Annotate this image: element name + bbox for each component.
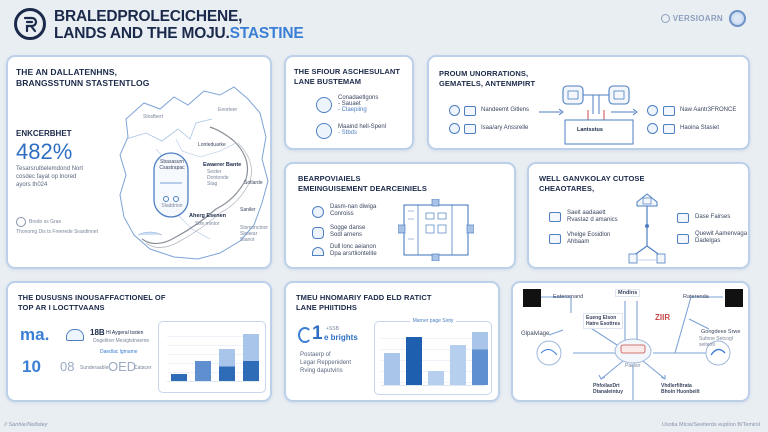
- card-title: THE SFIOUR ASCHESULANT LANE BUSTEMAM: [294, 67, 401, 86]
- tower-card: [527, 162, 750, 269]
- bars-card-1: [6, 281, 272, 402]
- server-icon[interactable]: [523, 289, 541, 307]
- badge-icon: [661, 14, 670, 23]
- map-label: Stosfbert: [143, 114, 164, 120]
- document-icon: [677, 213, 689, 223]
- page-title: BRALEDPROLECICHENE, LANDS AND THE MOJU.STASTINE: [54, 8, 304, 42]
- node-label: Raterenda: [683, 294, 709, 300]
- stat-label: Hl Aygeral tssten: [106, 330, 144, 336]
- chart-bar[interactable]: [171, 374, 187, 381]
- flow-input-label: Nandeemt Gitlens: [481, 107, 530, 113]
- card-title: THE DUSUSNS INOUSAFFACTIONEL OF TOP AR I LOCTTVAANS: [18, 293, 166, 312]
- node-label: Gongdees Srwe: [701, 329, 741, 335]
- bars-card-2: [284, 281, 500, 402]
- map-label: Stre mintor: [195, 221, 220, 227]
- node-box[interactable]: Vhdlerfiltrata Bhoin Huonbeilt: [661, 383, 700, 395]
- footer-left: // Sanhie/Nelbdey: [4, 422, 48, 428]
- row-value: 10: [22, 357, 41, 376]
- list-item[interactable]: Dull lonc aeianon Dpa arsrtliontelite: [330, 244, 377, 257]
- flow-input-label: Isaa/ary Anssrelle: [481, 125, 529, 131]
- user-icon: [647, 105, 658, 116]
- stat-number: 1: [312, 323, 323, 344]
- row-sublabel: Sunderaable: [80, 365, 109, 371]
- network-card: [511, 281, 750, 402]
- server-icon[interactable]: [725, 289, 743, 307]
- footer-right: Usotia Micia/Seeiterds euplion B/Temirsl: [661, 422, 760, 428]
- list-item[interactable]: Conadaetlgons - Sauaet - Claepiing: [338, 95, 379, 113]
- row-sublabel: Catacer: [134, 365, 152, 371]
- stat-label: e brights: [324, 333, 358, 342]
- screen-icon: [464, 106, 476, 116]
- chart-bar[interactable]: [472, 332, 488, 385]
- card-title: TMEU HNOMARIY FADD ELD RATICT LANE PHIITIDHS: [296, 293, 432, 312]
- brand-text: ma.: [20, 325, 50, 344]
- document-icon: [549, 234, 561, 244]
- chart-bar[interactable]: [406, 337, 422, 385]
- arrow-right-icon: [609, 107, 639, 117]
- map-label: Stsmonctnor Sloaear Stanot: [240, 225, 269, 243]
- screen-icon: [464, 124, 476, 134]
- logo-icon: [14, 8, 46, 40]
- chart-legend: Marner page Sioty: [410, 318, 457, 324]
- globe-icon[interactable]: [729, 10, 746, 27]
- node-label: Eaterornand: [553, 294, 584, 300]
- mic-icon: [449, 105, 460, 116]
- map-label: Aherg Esenen: [189, 213, 226, 219]
- stat-value: 482%: [16, 139, 73, 164]
- row-value: OED: [108, 359, 137, 374]
- row-value: 08: [60, 359, 75, 374]
- stat-small: +SSB: [326, 326, 339, 332]
- list-item[interactable]: Maaind hell-Spenl - Stbds: [338, 124, 387, 136]
- list-item[interactable]: Quewit Aamenvaga Dadelgas: [695, 231, 748, 244]
- stat-sublabel: Dogeliton Mesigtstnseme: [93, 338, 150, 344]
- screen-icon: [663, 106, 675, 116]
- map-label: Eeorteer: [218, 107, 238, 113]
- chart-plot-area: [167, 328, 259, 382]
- document-icon: [549, 212, 561, 222]
- version-badge[interactable]: VERSIOARN: [661, 14, 723, 23]
- map-center-label: Sbasasurn Csastrapac: [159, 159, 185, 171]
- map-label: Sester Dontonde Stag: [207, 169, 229, 187]
- node-sublabel: Sufone Setcogl seitenti: [699, 336, 733, 348]
- list-item[interactable]: Dase Fairses: [695, 214, 731, 220]
- map-label: Saniler: [240, 207, 256, 213]
- chart-bar[interactable]: [219, 349, 235, 381]
- list-item[interactable]: Vhelge Eosidlon Ahbaam: [567, 232, 611, 245]
- chart-bar[interactable]: [384, 353, 400, 385]
- dome-icon: [312, 247, 324, 256]
- map-label: Lonteduarke: [198, 142, 226, 148]
- ship-node-icon[interactable]: [537, 341, 561, 365]
- stat-number: 18B: [90, 328, 105, 337]
- bar-chart[interactable]: [158, 321, 266, 393]
- flow-output-label: Haoina Stasiet: [680, 125, 720, 131]
- screen-icon: [663, 124, 675, 134]
- chart-bar[interactable]: [428, 371, 444, 385]
- ship-icon: [316, 123, 332, 139]
- floor-plan-diagram[interactable]: [398, 199, 474, 261]
- stat-label: ENKCERBHET: [16, 129, 72, 138]
- node-box[interactable]: Eueng Elson Hatre Esottres: [583, 313, 623, 329]
- person-icon: [312, 206, 324, 218]
- stat-description: Postaerp of Legar Reppenident Rving daputvins: [300, 352, 352, 374]
- list-item[interactable]: Sogge danse Sodl arnens: [330, 225, 366, 238]
- section-label: Daedlac lgmame: [100, 349, 138, 355]
- chart-bar[interactable]: [195, 361, 211, 381]
- document-icon: [312, 227, 324, 239]
- cloud-icon: [66, 329, 84, 341]
- train-icon: [316, 97, 332, 113]
- percent-icon: [298, 327, 312, 343]
- flow-card: [427, 55, 750, 150]
- node-box[interactable]: PhfoilaxDrt Dtanaleintuy: [593, 383, 624, 395]
- header: [0, 0, 768, 48]
- node-label: Glpalvlage: [521, 331, 550, 337]
- flow-center-label: Lantsstus: [577, 127, 603, 133]
- map-label: Ewaerer Bante: [203, 162, 242, 168]
- alert-label[interactable]: ZIIR: [655, 313, 671, 322]
- list-item[interactable]: Saeit aadaaett Rvastaz d amanics: [567, 210, 618, 223]
- map-label: Sotlarde: [244, 180, 263, 186]
- hub-label[interactable]: Paelsn: [625, 363, 641, 369]
- source-block: Bredo ss Grae Thonomg Dis ts Freerede Srasdinnet: [16, 219, 98, 235]
- card-title: THE AN DALLATENHNS, BRANGSSTUNN STASTENTLOG: [16, 67, 150, 88]
- tower-icon: [627, 192, 667, 268]
- chart-plot-area: [381, 328, 485, 386]
- tool-icon: [647, 123, 658, 134]
- gear-icon: [449, 123, 460, 134]
- flow-output-label: Naw Aantr3FRONCE: [680, 107, 737, 113]
- map-center-sublabel: Sladdrion: [161, 203, 183, 209]
- card-title: BEARPOVIAIELS EMEINGUISEMENT DEARCEINIELS: [298, 174, 427, 193]
- chart-bar[interactable]: [450, 345, 466, 385]
- node-label[interactable]: Mndins: [615, 289, 640, 297]
- bar-chart[interactable]: [374, 318, 492, 395]
- card-title: PROUM UNORRATIONS, GEMATELS, ANTENMPIRT: [439, 69, 536, 88]
- stat-description: Tesarsrulbelemdond Nort cosdec fayat op lnored ayors th024: [16, 166, 84, 188]
- map-card: [6, 55, 272, 269]
- source-icon: [16, 217, 26, 227]
- document-icon: [677, 234, 689, 244]
- card-title: WELL GANVKOLAY CUTOSE CHEAOTARES,: [539, 174, 645, 193]
- routes-card: [284, 55, 414, 150]
- infrastructure-card: [284, 162, 516, 269]
- chart-bar[interactable]: [243, 334, 259, 381]
- list-item[interactable]: Dasm-nan diwiga Conroiss: [330, 204, 377, 217]
